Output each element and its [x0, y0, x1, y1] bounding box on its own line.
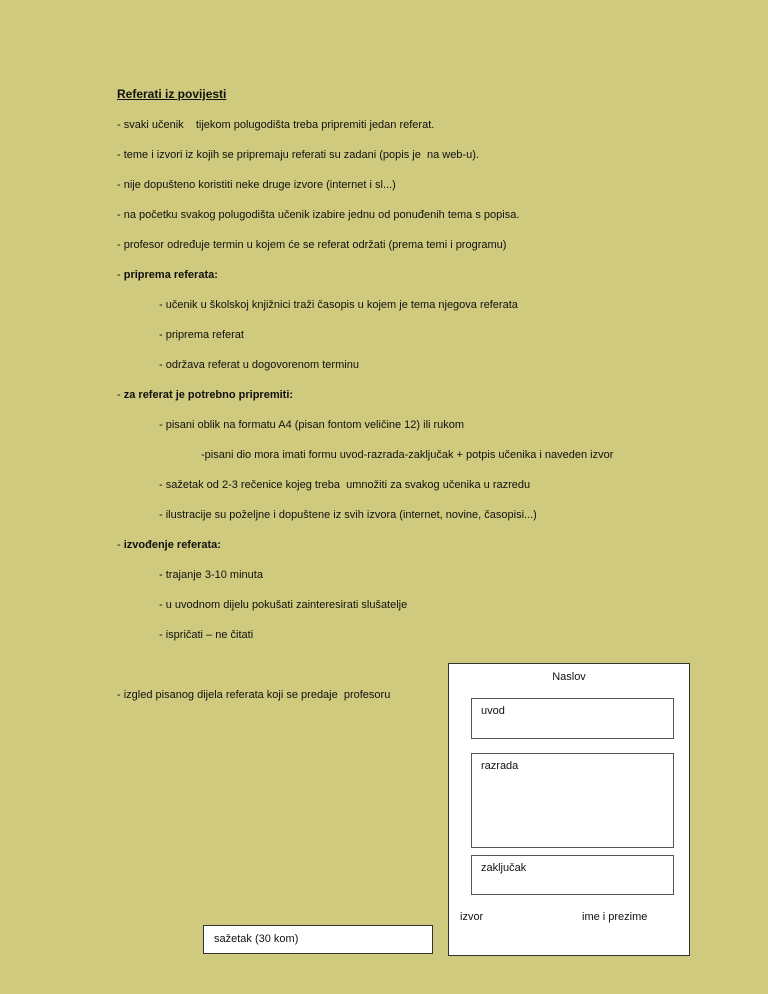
rule-line-5: - profesor određuje termin u kojem će se referat održati (prema temi i programu)	[117, 239, 507, 251]
rule-line-4: - na početku svakog polugodišta učenik izabire jednu od ponuđenih tema s popisa.	[117, 209, 520, 221]
rule-line-2: - teme i izvori iz kojih se pripremaju referati su zadani (popis je na web-u).	[117, 149, 479, 161]
izvodenje-item-1: - trajanje 3-10 minuta	[159, 569, 263, 581]
priprema-item-3: - održava referat u dogovorenom terminu	[159, 359, 359, 371]
izvodenje-item-2: - u uvodnom dijelu pokušati zainteresirati slušatelje	[159, 599, 408, 611]
diagram-title: Naslov	[552, 671, 586, 683]
sazetak-box	[203, 925, 433, 954]
diagram-uvod-label: uvod	[481, 705, 505, 717]
report-layout-diagram	[448, 663, 690, 956]
diagram-zakljucak-box	[471, 855, 674, 895]
priprema-item-2: - priprema referat	[159, 329, 244, 341]
diagram-izvor-label: izvor	[460, 911, 484, 923]
section-izvodenje-heading-text: izvođenje referata:	[123, 539, 221, 551]
diagram-razrada-label: razrada	[481, 760, 519, 772]
potrebno-item-4: - ilustracije su poželjne i dopuštene iz svih izvora (internet, novine, časopisi...)	[159, 509, 537, 521]
potrebno-item-2: -pisani dio mora imati formu uvod-razrada-zaključak + potpis učenika i naveden izvor	[201, 449, 614, 461]
potrebno-item-1: - pisani oblik na formatu A4 (pisan fontom veličine 12) ili rukom	[159, 419, 465, 431]
diagram-zakljucak-label: zaključak	[481, 862, 527, 874]
potrebno-item-3: - sažetak od 2-3 rečenice kojeg treba umnožiti za svakog učenika u razredu	[159, 479, 531, 491]
section-izvodenje-heading: - izvođenje referata:	[117, 539, 221, 551]
section-potrebno-heading-text: za referat je potrebno pripremiti:	[123, 389, 294, 401]
diagram-razrada-box	[471, 753, 674, 848]
section-potrebno-heading: - za referat je potrebno pripremiti:	[117, 389, 294, 401]
section-priprema-heading: - priprema referata:	[117, 269, 218, 281]
rule-line-1: - svaki učenik tijekom polugodišta treba pripremiti jedan referat.	[117, 119, 435, 131]
izvodenje-item-3: - ispričati – ne čitati	[159, 629, 254, 641]
priprema-item-1: - učenik u školskoj knjižnici traži časopis u kojem je tema njegova referata	[159, 299, 518, 311]
rule-line-3: - nije dopušteno koristiti neke druge izvore (internet i sl...)	[117, 179, 396, 191]
page-title: Referati iz povijesti	[117, 87, 227, 101]
section-priprema-heading-text: priprema referata:	[123, 269, 218, 281]
sazetak-label: sažetak (30 kom)	[214, 933, 299, 945]
izgled-line: - izgled pisanog dijela referata koji se predaje profesoru	[117, 689, 391, 701]
diagram-ime-label: ime i prezime	[582, 911, 648, 923]
diagram-uvod-box	[471, 698, 674, 739]
